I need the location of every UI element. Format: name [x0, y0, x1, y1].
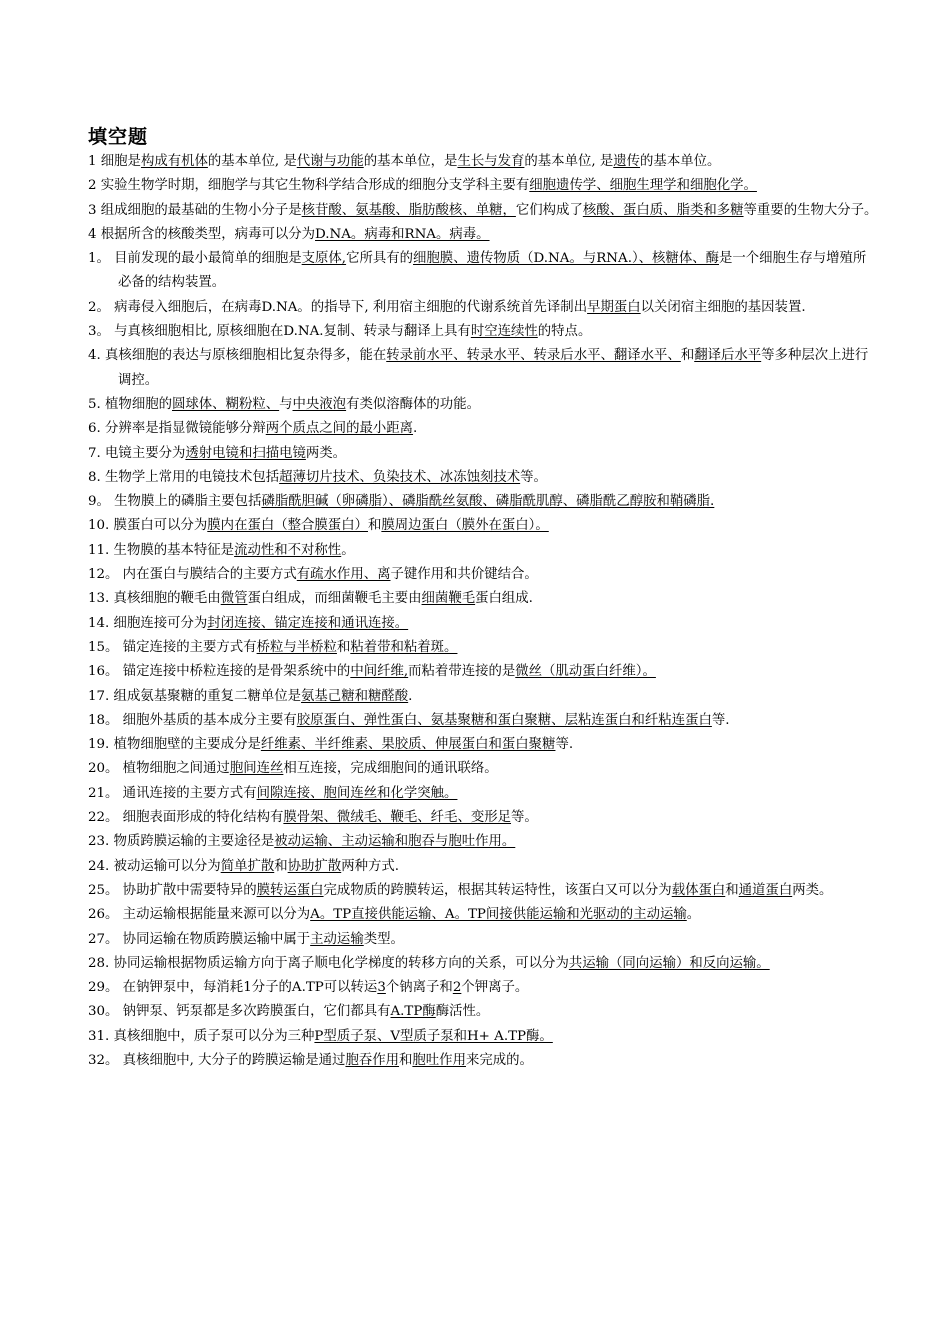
question-text: 4. 真核细胞的表达与原核细胞相比复杂得多，能在	[88, 348, 387, 364]
question-item	[88, 247, 878, 296]
question-text: 等。	[520, 469, 547, 485]
question-text: 等重要的生物大分子。	[743, 202, 878, 218]
question-text: 有类似溶酶体的功能。	[346, 396, 480, 412]
question-item	[88, 174, 878, 198]
answer-text: 被动运输、主动运输和胞吞与胞吐作用。	[274, 834, 516, 850]
question-item	[88, 709, 878, 733]
answer-text: 桥粒与半桥粒	[256, 639, 337, 655]
answer-text: 翻译后水平	[694, 348, 762, 364]
question-text: 等。	[511, 810, 538, 826]
answer-text: 透射电镜和扫描电镜	[185, 445, 306, 461]
answer-text: 有疏水作用、离	[296, 567, 391, 583]
question-text: 个钾离子。	[461, 980, 529, 996]
question-text: 16。 锚定连接中桥粒连接的是骨架系统中的	[88, 664, 351, 680]
question-text: .	[413, 421, 418, 437]
question-item	[88, 1049, 878, 1073]
answer-text: 支原体,	[301, 251, 347, 267]
question-text: 是一个细胞生存与增殖所必备的结构装置。	[118, 251, 867, 291]
answer-text: 核苷酸、氨基酸、脂肪酸核、单糖，	[301, 202, 516, 218]
question-item	[88, 903, 878, 927]
question-text: 32。 真核细胞中, 大分子的跨膜运输是通过	[88, 1052, 346, 1068]
question-text: 子键作用和共价键结合。	[390, 567, 538, 583]
question-text: 10. 膜蛋白可以分为	[88, 518, 208, 534]
answer-text: 细菌鞭毛	[421, 591, 476, 607]
answer-text: 早期蛋白	[587, 299, 641, 315]
question-item	[88, 539, 878, 563]
answer-text: 膜骨架、微绒毛、鞭毛、纤毛、变形足	[283, 810, 512, 826]
question-text: 的基本单位，是	[363, 154, 458, 169]
question-text: 和	[336, 639, 351, 655]
question-text: 25。 协助扩散中需要特异的	[88, 882, 257, 898]
answer-text: 封闭连接、锚定连接和通讯连接。	[207, 615, 409, 631]
question-text: 它们构成了	[515, 202, 583, 218]
question-text: 29。 在钠钾泵中，每消耗1分子的A.TP可以转运	[88, 980, 378, 996]
question-text: 的基本单位, 是	[207, 154, 297, 169]
question-text: 的基本单位。	[640, 154, 721, 169]
answer-text: 时空连续性	[470, 324, 538, 340]
question-text: 5. 植物细胞的	[88, 396, 172, 412]
question-text: 类型。	[363, 931, 404, 947]
answer-text: 代谢与功能	[296, 154, 364, 169]
answer-text: 细胞膜、遗传物质（D.NA。与RNA.）、核糖体、酶	[413, 251, 719, 267]
answer-text: 磷脂酰胆碱（卵磷脂）、磷脂酰丝氨酸、磷脂酰肌醇、磷脂酰乙醇胺和鞘磷脂.	[261, 494, 715, 510]
question-text: 4 根据所含的核酸类型，病毒可以分为	[88, 226, 316, 242]
answer-text: 纤维素、半纤维素、果胶质、伸展蛋白和蛋白聚糖	[260, 737, 556, 753]
answer-text: 载体蛋白	[671, 882, 726, 898]
answer-text: 2	[452, 980, 462, 996]
question-text: 22。 细胞表面形成的特化结构有	[88, 810, 284, 826]
answer-text: 两个质点之间的最小距离	[265, 421, 414, 437]
answer-text: A。TP直接供能运输、A。TP间接供能运输和光驱动的主动运输	[310, 907, 687, 923]
question-item	[88, 514, 878, 538]
answer-text: 生长与发育	[457, 154, 525, 169]
answer-text: 粘着带和粘着斑。	[350, 639, 458, 655]
question-item	[88, 660, 878, 684]
answer-text: 中央液泡	[292, 396, 347, 412]
question-text: 等多种层次上进行调控。	[118, 348, 869, 388]
question-item	[88, 417, 878, 441]
question-text: 2 实验生物学时期，细胞学与其它生物科学结合形成的细胞分支学科主要有	[88, 178, 530, 194]
question-text: 3 组成细胞的最基础的生物小分子是	[88, 202, 302, 218]
question-text: 的基本单位, 是	[524, 154, 614, 169]
question-text: 以关闭宿主细胞的基因装置.	[640, 299, 806, 315]
question-text: .	[408, 688, 413, 704]
page-title: 填空题	[88, 126, 149, 148]
answer-text: 协助扩散	[287, 858, 342, 874]
question-text: 相互连接，完成细胞间的通讯联络。	[283, 761, 498, 777]
answer-text: 胞吐作用	[412, 1052, 466, 1068]
question-item	[88, 223, 878, 247]
question-item	[88, 466, 878, 490]
question-text: 17. 组成氨基聚糖的重复二糖单位是	[88, 688, 302, 704]
question-text: 11. 生物膜的基本特征是	[88, 542, 235, 558]
question-text: 和	[367, 518, 382, 534]
answer-text: 氨基己糖和糖醛酸	[301, 688, 409, 704]
question-text: 和	[274, 858, 288, 874]
answer-text: 3	[377, 980, 386, 996]
question-text: 18。 细胞外基质的基本成分主要有	[88, 712, 297, 728]
question-text: 两类。	[305, 445, 347, 461]
answer-text: 超薄切片技术、负染技术、冰冻蚀刻技术	[279, 469, 521, 485]
question-text: 完成物质的跨膜转运，根据其转运特性，该蛋白又可以分为	[323, 882, 672, 898]
question-text: 。	[686, 907, 701, 923]
question-text: 13. 真核细胞的鞭毛由	[88, 591, 221, 607]
question-item	[88, 855, 878, 879]
answer-text: 微管	[220, 591, 248, 607]
answer-text: 主动运输	[310, 931, 364, 947]
question-item	[88, 879, 878, 903]
question-text: 。	[341, 542, 355, 558]
question-text: 30。 钠钾泵、钙泵都是多次跨膜蛋白，它们都具有	[88, 1004, 391, 1020]
answer-text: 膜周边蛋白（膜外在蛋白）。	[381, 518, 549, 534]
question-text: 31. 真核细胞中，质子泵可以分为三种	[88, 1028, 315, 1044]
question-text: 和	[399, 1052, 413, 1068]
question-text: 21。 通讯连接的主要方式有	[88, 785, 257, 801]
question-text: 个钠离子和	[385, 980, 453, 996]
question-text: 等.	[555, 737, 574, 753]
question-item	[88, 830, 878, 854]
question-text: 19. 植物细胞壁的主要成分是	[88, 737, 261, 753]
answer-text: A.TP酶	[390, 1004, 436, 1020]
question-item	[88, 320, 878, 344]
question-text: 3。 与真核细胞相比, 原核细胞在D.NA.复制、转录与翻译上具有	[88, 324, 471, 340]
question-text: 14. 细胞连接可分为	[88, 615, 208, 631]
answer-text: 胞间连丝	[229, 761, 284, 777]
answer-text: 构成有机体	[140, 154, 208, 169]
question-item	[88, 733, 878, 757]
answer-text: 遗传	[613, 154, 641, 169]
answer-text: 共运输（同向运输）和反向运输。	[568, 955, 770, 971]
question-text: 20。 植物细胞之间通过	[88, 761, 230, 777]
question-text: 和	[680, 348, 695, 364]
question-text: 与	[279, 396, 293, 412]
answer-text: 细胞遗传学、细胞生理学和细胞化学。	[529, 178, 757, 194]
question-text: 蛋白组成，而细菌鞭毛主要由	[247, 591, 422, 607]
question-item	[88, 928, 878, 952]
question-item	[88, 757, 878, 781]
answer-text: 通道蛋白	[738, 882, 793, 898]
question-text: 23. 物质跨膜运输的主要途径是	[88, 834, 275, 850]
question-item	[88, 393, 878, 417]
answer-text: 圆球体、糊粉粒、	[172, 396, 280, 412]
question-item	[88, 685, 878, 709]
answer-text: P型质子泵、V型质子泵和H+ A.TP酶。	[314, 1028, 553, 1044]
answer-text: D.NA。病毒和RNA。病毒。	[315, 226, 490, 242]
question-text: 1 细胞是	[88, 154, 141, 169]
answer-text: 转录前水平、转录水平、转录后水平、翻译水平、	[386, 348, 681, 364]
answer-text: 核酸、蛋白质、脂类和多糖	[582, 202, 744, 218]
question-text: 两类。	[792, 882, 833, 898]
answer-text: 简单扩散	[220, 858, 275, 874]
question-item	[88, 612, 878, 636]
answer-text: 间隙连接、胞间连丝和化学突触。	[256, 785, 458, 801]
question-text: 12。 内在蛋白与膜结合的主要方式	[88, 567, 297, 583]
question-text: 2。 病毒侵入细胞后，在病毒D.NA。的指导下, 利用宿主细胞的代谢系统首先译制出	[88, 299, 588, 315]
question-text: 两种方式.	[341, 858, 400, 874]
question-text: 来完成的。	[465, 1052, 533, 1068]
question-text: 酶活性。	[435, 1004, 490, 1020]
question-text: 15。 锚定连接的主要方式有	[88, 639, 257, 655]
question-text: 7. 电镜主要分为	[88, 445, 186, 461]
question-text: 1。 目前发现的最小最简单的细胞是	[88, 251, 302, 267]
question-list	[88, 150, 878, 1073]
question-item	[88, 976, 878, 1000]
question-item	[88, 1025, 878, 1049]
question-text: 而粘着带连接的是	[408, 664, 516, 680]
question-text: 8. 生物学上常用的电镜技术包括	[88, 469, 280, 485]
question-item	[88, 199, 878, 223]
question-text: 6. 分辨率是指显微镜能够分辩	[88, 421, 266, 437]
question-item	[88, 563, 878, 587]
question-item	[88, 587, 878, 611]
question-item	[88, 344, 878, 393]
question-text: 26。 主动运输根据能量来源可以分为	[88, 907, 311, 923]
question-item	[88, 636, 878, 660]
question-item	[88, 150, 878, 174]
answer-text: 胶原蛋白、弹性蛋白、氨基聚糖和蛋白聚糖、层粘连蛋白和纤粘连蛋白	[296, 712, 712, 728]
answer-text: 中间纤维,	[350, 664, 409, 680]
question-item	[88, 442, 878, 466]
question-text: 等.	[711, 712, 730, 728]
answer-text: 微丝（肌动蛋白纤维）。	[515, 664, 656, 680]
question-item	[88, 490, 878, 514]
question-text: 的特点。	[537, 324, 592, 340]
answer-text: 胞吞作用	[345, 1052, 400, 1068]
question-item	[88, 782, 878, 806]
answer-text: 膜内在蛋白（整合膜蛋白）	[207, 518, 368, 534]
answer-text: 膜转运蛋白	[256, 882, 324, 898]
question-item	[88, 296, 878, 320]
question-text: 24. 被动运输可以分为	[88, 858, 221, 874]
question-text: 蛋白组成.	[475, 591, 533, 607]
question-item	[88, 806, 878, 830]
question-item	[88, 952, 878, 976]
question-text: 它所具有的	[346, 251, 414, 267]
question-item	[88, 1000, 878, 1024]
question-text: 28. 协同运输根据物质运输方向于离子顺电化学梯度的转移方向的关系，可以分为	[88, 955, 569, 971]
question-text: 和	[725, 882, 739, 898]
question-text: 27。 协同运输在物质跨膜运输中属于	[88, 931, 311, 947]
question-text: 9。 生物膜上的磷脂主要包括	[88, 494, 262, 510]
answer-text: 流动性和不对称性	[234, 542, 342, 558]
